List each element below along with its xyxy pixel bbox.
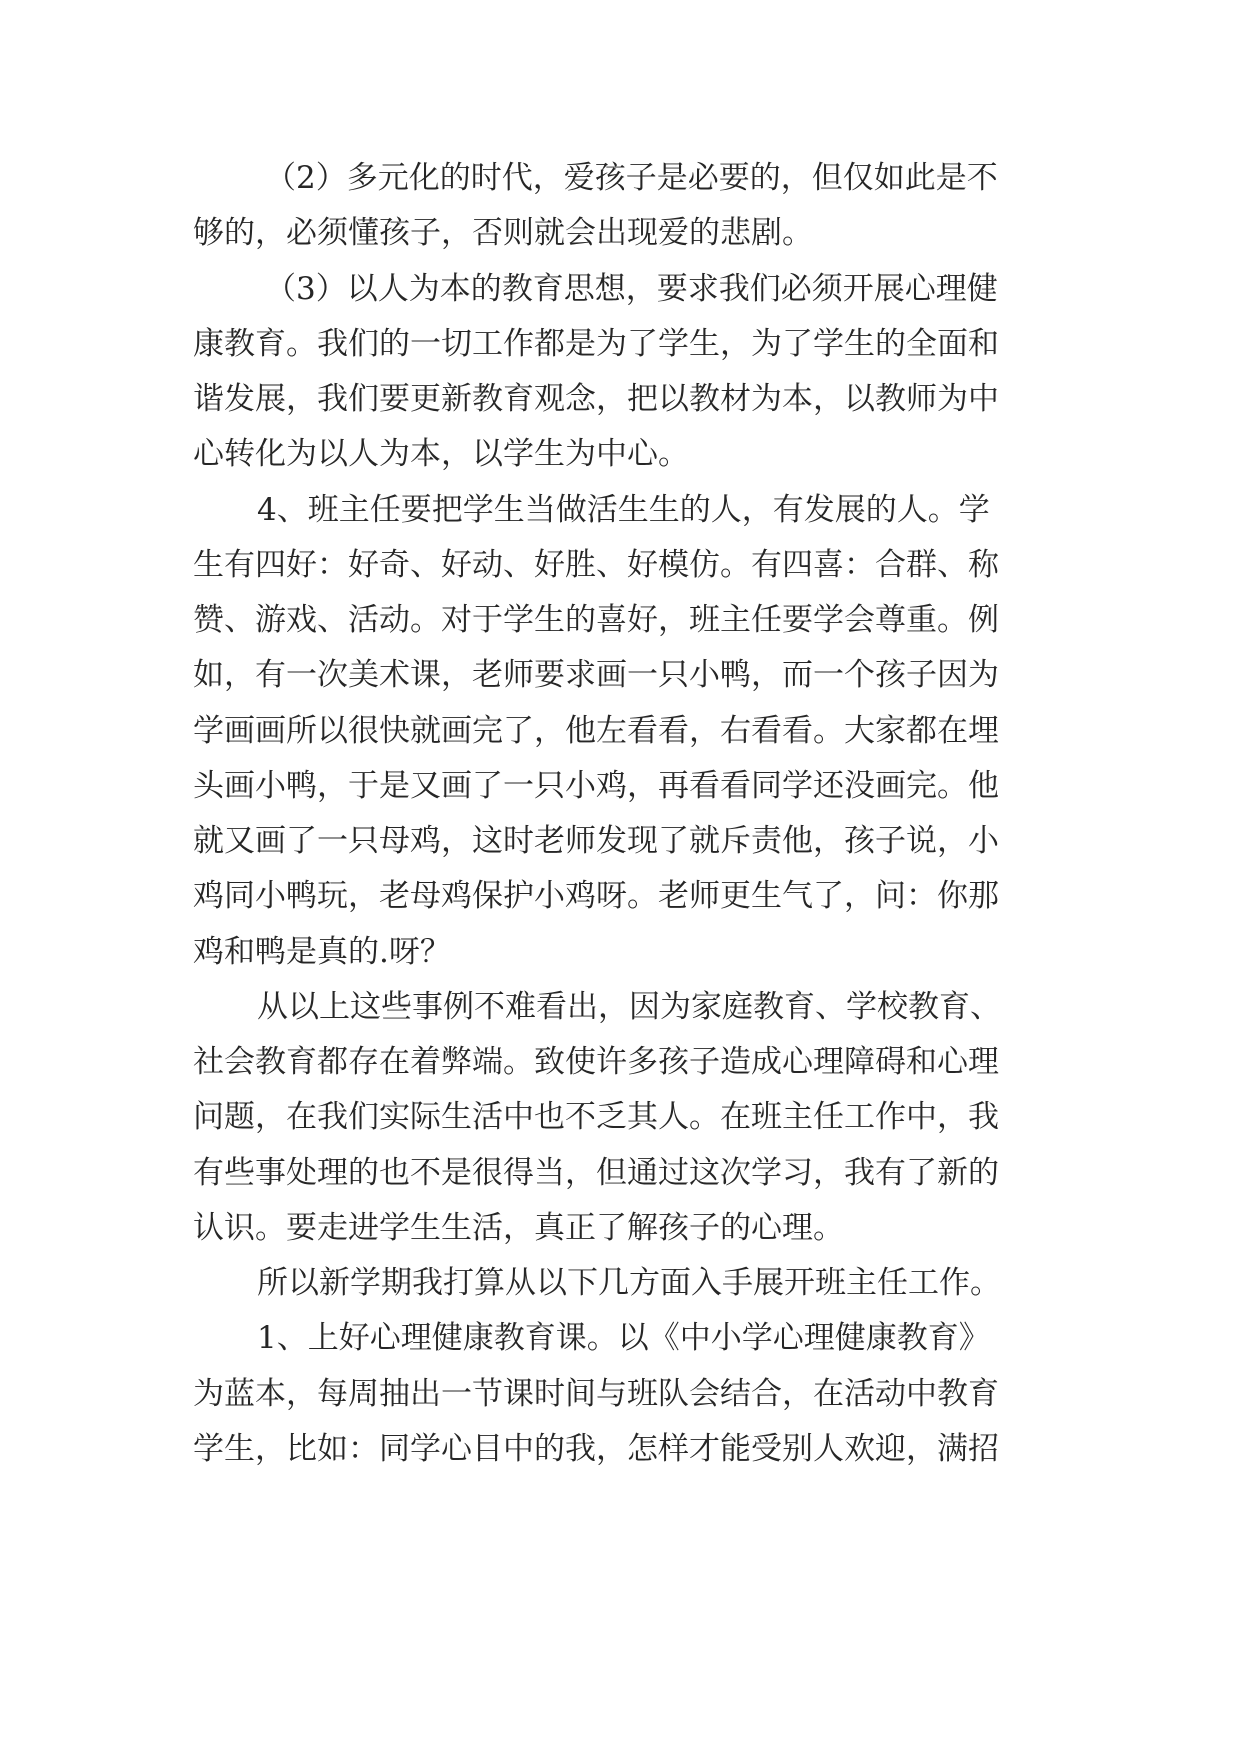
paragraph-4-line-8: 鸡同小鸭玩，老母鸡保护小鸡呀。老师更生气了，问：你那	[193, 878, 999, 914]
paragraph-4-line-9: 鸡和鸭是真的.呀？	[193, 934, 451, 970]
paragraph-4-line-3: 赞、游戏、活动。对于学生的喜好，班主任要学会尊重。例	[193, 602, 999, 638]
paragraph-5-line-5: 认识。要走进学生生活，真正了解孩子的心理。	[193, 1210, 844, 1246]
paragraph-4-line-2: 生有四好：好奇、好动、好胜、好模仿。有四喜：合群、称	[193, 547, 999, 583]
paragraph-6-line-1: 所以新学期我打算从以下几方面入手展开班主任工作。	[257, 1265, 1001, 1301]
paragraph-5-line-3: 问题，在我们实际生活中也不乏其人。在班主任工作中，我	[193, 1099, 999, 1135]
paragraph-7-line-1: 1、上好心理健康教育课。以《中小学心理健康教育》	[257, 1320, 990, 1356]
paragraph-2-line-2: 够的，必须懂孩子，否则就会出现爱的悲剧。	[193, 215, 813, 251]
paragraph-3-line-3: 谐发展，我们要更新教育观念，把以教材为本，以教师为中	[193, 381, 999, 417]
paragraph-5-line-1: 从以上这些事例不难看出，因为家庭教育、学校教育、	[257, 989, 1001, 1025]
paragraph-4-line-1: 4、班主任要把学生当做活生生的人，有发展的人。学	[257, 492, 990, 528]
paragraph-4-line-7: 就又画了一只母鸡，这时老师发现了就斥责他，孩子说，小	[193, 823, 999, 859]
paragraph-4-line-4: 如，有一次美术课，老师要求画一只小鸭，而一个孩子因为	[193, 657, 999, 693]
paragraph-3-line-2: 康教育。我们的一切工作都是为了学生，为了学生的全面和	[193, 326, 999, 362]
paragraph-5-line-2: 社会教育都存在着弊端。致使许多孩子造成心理障碍和心理	[193, 1044, 999, 1080]
paragraph-3-line-1: （3）以人为本的教育思想，要求我们必须开展心理健	[265, 271, 998, 307]
paragraph-4-line-6: 头画小鸭，于是又画了一只小鸡，再看看同学还没画完。他	[193, 768, 999, 804]
paragraph-4-line-5: 学画画所以很快就画完了，他左看看，右看看。大家都在埋	[193, 713, 999, 749]
paragraph-3-line-4: 心转化为以人为本，以学生为中心。	[193, 436, 689, 472]
paragraph-7-line-2: 为蓝本，每周抽出一节课时间与班队会结合，在活动中教育	[193, 1376, 999, 1412]
paragraph-7-line-3: 学生，比如：同学心目中的我，怎样才能受别人欢迎，满招	[193, 1431, 999, 1467]
paragraph-5-line-4: 有些事处理的也不是很得当，但通过这次学习，我有了新的	[193, 1155, 999, 1191]
paragraph-2-line-1: （2）多元化的时代，爱孩子是必要的，但仅如此是不	[265, 160, 998, 196]
